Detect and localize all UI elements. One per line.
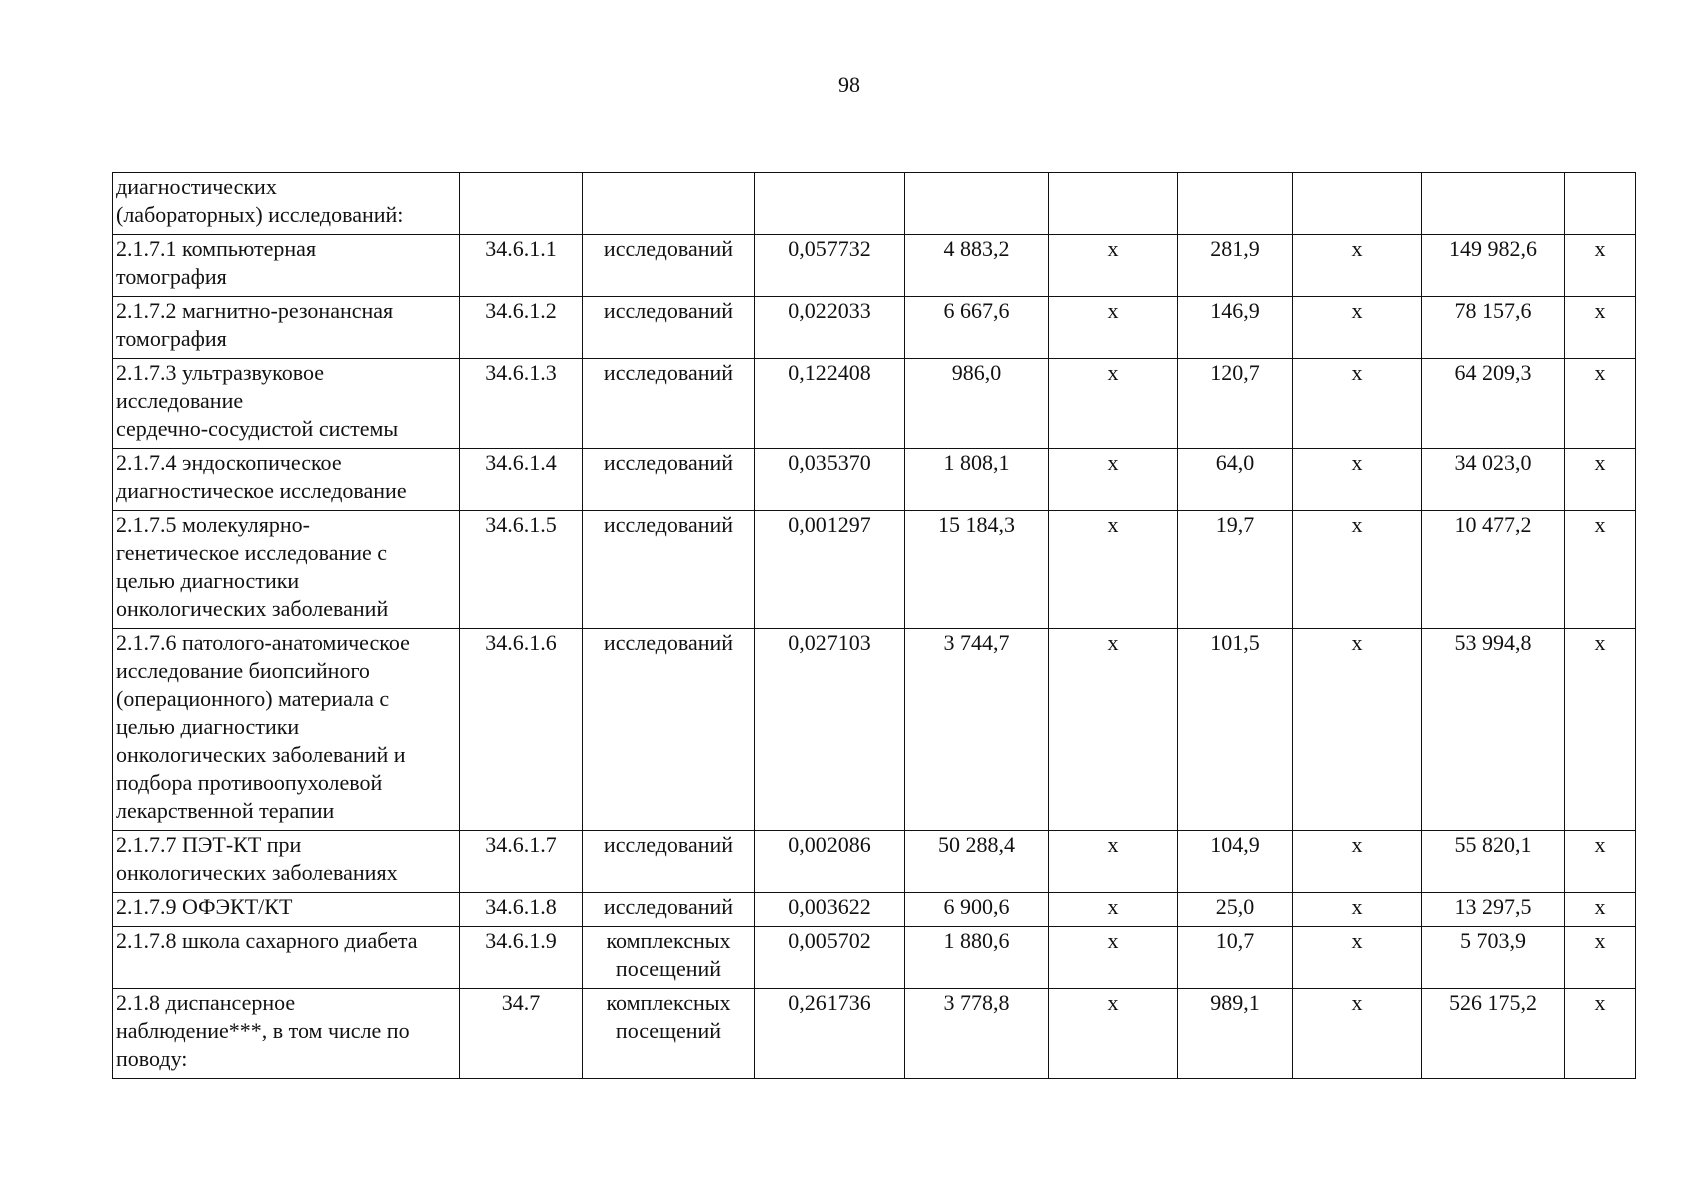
cell-col-7: 104,9 <box>1178 831 1293 893</box>
cell-indicator-name: 2.1.7.8 школа сахарного диабета <box>113 927 460 989</box>
cell-col-6: х <box>1049 449 1178 511</box>
cell-col-8: х <box>1293 629 1422 831</box>
cell-unit <box>583 173 755 235</box>
cell-norm-value <box>755 173 905 235</box>
cell-col-10: х <box>1565 297 1636 359</box>
cell-col-9: 55 820,1 <box>1422 831 1565 893</box>
cell-unit-cost: 986,0 <box>905 359 1049 449</box>
cell-col-6: х <box>1049 989 1178 1079</box>
cell-col-7 <box>1178 173 1293 235</box>
cell-indicator-name: 2.1.7.4 эндоскопическое диагностическое исследование <box>113 449 460 511</box>
cell-indicator-name: 2.1.8 диспансерное наблюдение***, в том числе по поводу: <box>113 989 460 1079</box>
cell-row-number: 34.6.1.1 <box>460 235 583 297</box>
cell-unit-cost: 50 288,4 <box>905 831 1049 893</box>
cell-col-8: х <box>1293 927 1422 989</box>
cell-col-9 <box>1422 173 1565 235</box>
cell-col-6: х <box>1049 235 1178 297</box>
cell-col-10: х <box>1565 989 1636 1079</box>
cell-col-8: х <box>1293 449 1422 511</box>
cell-row-number: 34.6.1.4 <box>460 449 583 511</box>
table-row <box>113 927 1636 989</box>
cell-norm-value: 0,003622 <box>755 893 905 927</box>
cell-col-7: 10,7 <box>1178 927 1293 989</box>
cell-indicator-name: 2.1.7.7 ПЭТ-КТ при онкологических заболеваниях <box>113 831 460 893</box>
table-row <box>113 359 1636 449</box>
table-row <box>113 629 1636 831</box>
cell-col-8: х <box>1293 511 1422 629</box>
cell-col-8: х <box>1293 297 1422 359</box>
cell-norm-value: 0,261736 <box>755 989 905 1079</box>
cell-norm-value: 0,035370 <box>755 449 905 511</box>
cell-row-number: 34.6.1.5 <box>460 511 583 629</box>
cell-col-7: 64,0 <box>1178 449 1293 511</box>
page-number: 98 <box>838 72 860 97</box>
cell-col-10: х <box>1565 831 1636 893</box>
cell-col-9: 10 477,2 <box>1422 511 1565 629</box>
cell-unit: исследований <box>583 511 755 629</box>
table-row <box>113 235 1636 297</box>
cell-col-6: х <box>1049 511 1178 629</box>
cell-unit: исследований <box>583 297 755 359</box>
table-row <box>113 511 1636 629</box>
cell-col-6: х <box>1049 831 1178 893</box>
cell-unit-cost: 3 744,7 <box>905 629 1049 831</box>
cell-indicator-name: 2.1.7.6 патолого-анатомическое исследование биопсийного (операционного) материала с целью диагностики онкологических заболеваний и подбора противоопухолевой лекарственной терапии <box>113 629 460 831</box>
cell-unit-cost: 6 900,6 <box>905 893 1049 927</box>
cell-col-9: 64 209,3 <box>1422 359 1565 449</box>
cell-col-8 <box>1293 173 1422 235</box>
table-row <box>113 989 1636 1079</box>
cell-col-10 <box>1565 173 1636 235</box>
table-row <box>113 831 1636 893</box>
cell-col-6 <box>1049 173 1178 235</box>
cell-norm-value: 0,022033 <box>755 297 905 359</box>
cell-unit: исследований <box>583 449 755 511</box>
cell-col-7: 120,7 <box>1178 359 1293 449</box>
cell-col-7: 19,7 <box>1178 511 1293 629</box>
cell-col-10: х <box>1565 893 1636 927</box>
cell-unit-cost: 15 184,3 <box>905 511 1049 629</box>
cell-norm-value: 0,001297 <box>755 511 905 629</box>
cell-col-9: 78 157,6 <box>1422 297 1565 359</box>
cell-norm-value: 0,122408 <box>755 359 905 449</box>
cell-unit-cost: 6 667,6 <box>905 297 1049 359</box>
cell-col-10: х <box>1565 359 1636 449</box>
cell-unit: исследований <box>583 893 755 927</box>
cell-row-number: 34.6.1.3 <box>460 359 583 449</box>
cell-row-number: 34.6.1.8 <box>460 893 583 927</box>
cell-unit-cost <box>905 173 1049 235</box>
cell-indicator-name: 2.1.7.9 ОФЭКТ/КТ <box>113 893 460 927</box>
cell-row-number <box>460 173 583 235</box>
cell-indicator-name: 2.1.7.3 ультразвуковое исследование сердечно-сосудистой системы <box>113 359 460 449</box>
data-table <box>112 172 1636 1079</box>
cell-unit: исследований <box>583 235 755 297</box>
cell-norm-value: 0,005702 <box>755 927 905 989</box>
cell-norm-value: 0,057732 <box>755 235 905 297</box>
cell-unit-cost: 1 880,6 <box>905 927 1049 989</box>
cell-row-number: 34.7 <box>460 989 583 1079</box>
table-row <box>113 449 1636 511</box>
cell-col-8: х <box>1293 893 1422 927</box>
cell-col-10: х <box>1565 235 1636 297</box>
cell-col-10: х <box>1565 511 1636 629</box>
cell-col-8: х <box>1293 359 1422 449</box>
cell-col-6: х <box>1049 629 1178 831</box>
cell-norm-value: 0,027103 <box>755 629 905 831</box>
cell-col-9: 526 175,2 <box>1422 989 1565 1079</box>
cell-col-7: 101,5 <box>1178 629 1293 831</box>
cell-col-9: 5 703,9 <box>1422 927 1565 989</box>
cell-row-number: 34.6.1.7 <box>460 831 583 893</box>
cell-unit: исследований <box>583 359 755 449</box>
cell-col-10: х <box>1565 927 1636 989</box>
cell-col-10: х <box>1565 449 1636 511</box>
cell-col-9: 13 297,5 <box>1422 893 1565 927</box>
cell-indicator-name: 2.1.7.5 молекулярно- генетическое исследование с целью диагностики онкологических заболеваний <box>113 511 460 629</box>
cell-indicator-name: 2.1.7.1 компьютерная томография <box>113 235 460 297</box>
cell-unit-cost: 4 883,2 <box>905 235 1049 297</box>
cell-col-7: 281,9 <box>1178 235 1293 297</box>
cell-col-10: х <box>1565 629 1636 831</box>
cell-unit-cost: 3 778,8 <box>905 989 1049 1079</box>
cell-col-9: 149 982,6 <box>1422 235 1565 297</box>
cell-unit-cost: 1 808,1 <box>905 449 1049 511</box>
cell-col-6: х <box>1049 927 1178 989</box>
cell-col-9: 53 994,8 <box>1422 629 1565 831</box>
cell-col-8: х <box>1293 989 1422 1079</box>
cell-col-8: х <box>1293 831 1422 893</box>
table-row <box>113 893 1636 927</box>
cell-col-8: х <box>1293 235 1422 297</box>
table-body <box>113 173 1636 1079</box>
cell-unit: комплексных посещений <box>583 927 755 989</box>
cell-norm-value: 0,002086 <box>755 831 905 893</box>
cell-indicator-name: диагностических (лабораторных) исследований: <box>113 173 460 235</box>
cell-col-7: 989,1 <box>1178 989 1293 1079</box>
cell-unit: исследований <box>583 831 755 893</box>
table-row <box>113 173 1636 235</box>
cell-indicator-name: 2.1.7.2 магнитно-резонансная томография <box>113 297 460 359</box>
cell-row-number: 34.6.1.6 <box>460 629 583 831</box>
cell-col-7: 146,9 <box>1178 297 1293 359</box>
cell-row-number: 34.6.1.9 <box>460 927 583 989</box>
cell-col-9: 34 023,0 <box>1422 449 1565 511</box>
cell-col-6: х <box>1049 893 1178 927</box>
cell-col-6: х <box>1049 297 1178 359</box>
cell-col-7: 25,0 <box>1178 893 1293 927</box>
cell-col-6: х <box>1049 359 1178 449</box>
cell-unit: исследований <box>583 629 755 831</box>
table-row <box>113 297 1636 359</box>
cell-unit: комплексных посещений <box>583 989 755 1079</box>
cell-row-number: 34.6.1.2 <box>460 297 583 359</box>
